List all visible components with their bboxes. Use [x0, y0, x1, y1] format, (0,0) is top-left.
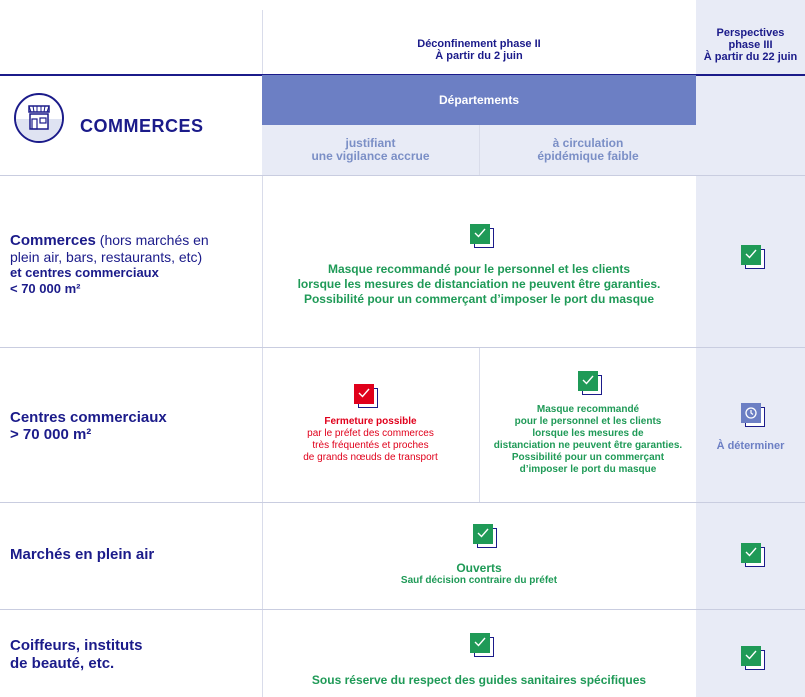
check-icon — [473, 524, 497, 548]
centres-mask-text: Masque recommandé pour le personnel et les clients lorsque les mesures de distanciation ne peuvent être garanties. Possibilité pour un commerçant d’imposer le port du masque — [493, 404, 683, 475]
col-vigilance-header: justifiant une vigilance accrue — [262, 125, 479, 175]
check-icon — [741, 245, 765, 269]
shop-icon — [14, 93, 64, 143]
row-divider — [0, 347, 805, 348]
to-be-determined: À déterminer — [716, 440, 785, 452]
check-icon — [741, 543, 765, 567]
check-icon — [470, 224, 494, 248]
col-faible-header: à circulation épidémique faible — [480, 125, 696, 175]
phase2-header — [262, 38, 696, 62]
centres-closure-text: Fermeture possible par le préfet des commerces très fréquentés et proches de grands nœuds de transport — [303, 416, 438, 463]
phase2-title: Déconfinement phase II — [417, 38, 541, 50]
phase3-header — [696, 27, 805, 63]
row-divider — [0, 502, 805, 503]
phase3-date: À partir du 22 juin — [703, 51, 798, 63]
phase3-line2: phase III — [728, 39, 773, 51]
check-icon — [741, 646, 765, 670]
clock-icon — [741, 403, 765, 427]
row-label-commerces: Commerces (hors marchés en plein air, bars, restaurants, etc) et centres commerciaux < 70 000 m² — [10, 232, 209, 296]
row-label-marches: Marchés en plein air — [10, 546, 155, 563]
phase3-line1: Perspectives — [716, 27, 785, 39]
row-label-centres: Centres commerciaux > 70 000 m² — [10, 409, 167, 443]
marches-status: Ouverts Sauf décision contraire du préfet — [400, 561, 558, 586]
section-title: COMMERCES — [80, 116, 204, 136]
red-check-icon — [354, 384, 378, 408]
phase3-column-background — [696, 0, 805, 697]
row-label-coiffeurs: Coiffeurs, instituts de beauté, etc. — [10, 637, 143, 672]
coiffeurs-condition: Sous réserve du respect des guides sanitaires spécifiques — [311, 673, 647, 687]
commerces-measure: Masque recommandé pour le personnel et les clients lorsque les mesures de distanciation ne peuvent être garanties. Possibilité pour un commerçant d’imposer le port du masque — [297, 262, 661, 306]
row-divider — [0, 175, 805, 176]
check-icon — [578, 371, 602, 395]
check-icon — [470, 633, 494, 657]
departments-band: Départements — [262, 75, 696, 125]
row-divider — [0, 609, 805, 610]
phase2-date: À partir du 2 juin — [435, 50, 523, 62]
